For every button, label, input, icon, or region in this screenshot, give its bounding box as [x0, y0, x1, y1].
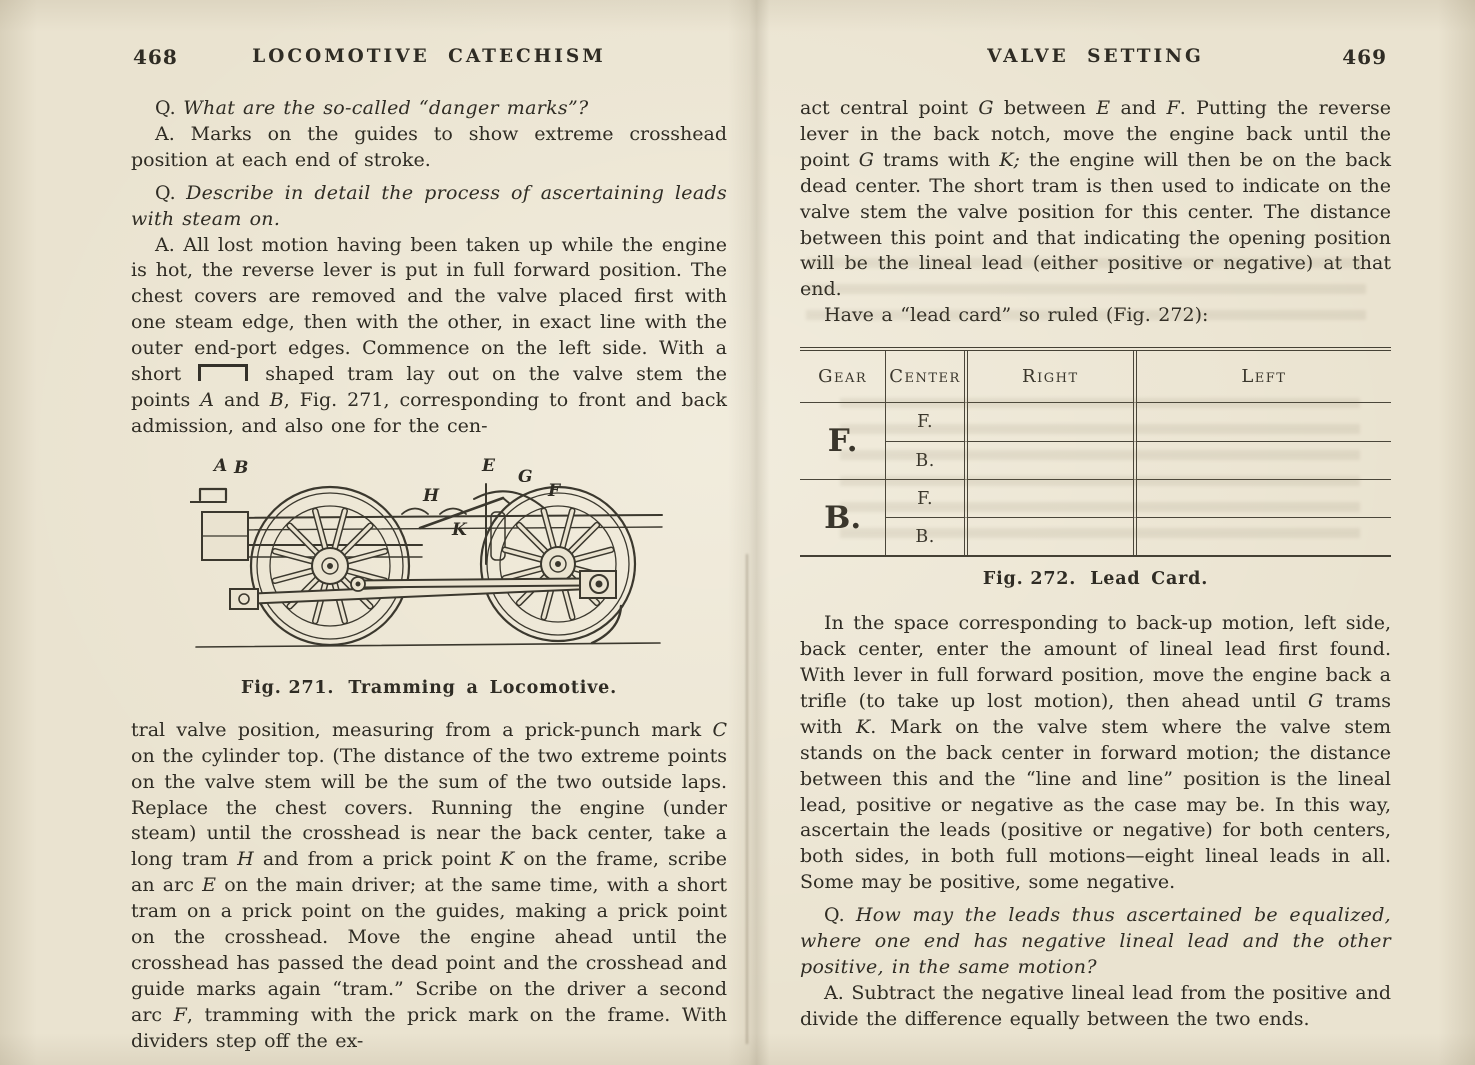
figure-271 — [190, 456, 668, 672]
text-column-upper — [800, 96, 1391, 329]
cell-right-ff — [968, 403, 1137, 441]
running-head-right — [800, 46, 1391, 72]
fig271-label-k: K — [452, 519, 467, 540]
table-header-gear: Gear — [800, 351, 886, 403]
figure-272-caption-title: Lead Card. — [1090, 569, 1209, 590]
fig271-label-e: E — [482, 455, 495, 476]
cell-left-bb — [1137, 517, 1391, 555]
subrow-b-b: B. — [886, 517, 968, 555]
cell-left-fb — [1137, 441, 1391, 479]
page-number: 469 — [1342, 45, 1387, 69]
lead-card-table — [800, 347, 1391, 557]
cell-left-ff — [1137, 403, 1391, 441]
fig271-label-a: A — [214, 455, 228, 476]
paragraph: act central point G between E and F. Putting the reverse lever in the back notch, move the engine back until the point G trams with K; the engine will then be on the back dead center. The short tram is then used to indicate on the valve stem the valve position for this center. The distance between this point and that indicating the opening position will be the lineal lead (either positive or negative) at that end. — [800, 97, 1391, 301]
page-left-468 — [131, 0, 727, 1065]
table-header-center: Center — [886, 351, 968, 403]
table-header-left: Left — [1137, 351, 1391, 403]
paragraph: A. Marks on the guides to show extreme crosshead position at each end of stroke. — [131, 122, 727, 171]
text-column-lower — [800, 611, 1391, 1033]
cell-right-bb — [968, 517, 1137, 555]
running-head-title: LOCOMOTIVE CATECHISM — [252, 46, 606, 67]
gear-label-b: B. — [800, 479, 886, 555]
fig271-label-f: F — [548, 480, 561, 501]
tram-shape-glyph — [198, 364, 248, 381]
subrow-b-f: F. — [886, 479, 968, 517]
table-header-right: Right — [968, 351, 1137, 403]
running-head-left — [131, 46, 727, 72]
figure-271-caption — [131, 678, 727, 698]
page-gutter-shadow — [728, 0, 780, 1065]
text-column-lower — [131, 718, 727, 1055]
figure-271-caption-label: Fig. 271. — [240, 677, 335, 698]
cell-left-bf — [1137, 479, 1391, 517]
page-number: 468 — [133, 45, 178, 69]
paragraph: A. Subtract the negative lineal lead from the positive and divide the difference equally between the two ends. — [800, 981, 1391, 1030]
paragraph: A. All lost motion having been taken up while the engine is hot, the reverse lever is put in full forward position. The chest covers are removed and the valve placed first with one steam edge, then with the other, in exact line with the outer end-port edges. Commence on the left side. With a short shaped tram lay out on the valve stem the points A and B, Fig. 271, corresponding to front and back admission, and also one for the cen- — [131, 233, 728, 437]
subrow-f-f: F. — [886, 403, 968, 441]
paragraph: Q. What are the so-called “danger marks”? — [155, 97, 589, 119]
figure-271-caption-title: Tramming a Locomotive. — [348, 677, 618, 698]
cell-right-fb — [968, 441, 1137, 479]
fig271-label-g: G — [518, 466, 533, 487]
subrow-f-b: B. — [886, 441, 968, 479]
paragraph: Have a “lead card” so ruled (Fig. 272): — [824, 304, 1209, 327]
text-column-upper — [131, 96, 727, 440]
figure-272-caption-label: Fig. 272. — [982, 569, 1077, 590]
fig271-label-b: B — [234, 457, 249, 478]
paragraph: Q. Describe in detail the process of ascertaining leads with steam on. — [131, 181, 727, 230]
running-head-title: VALVE SETTING — [987, 46, 1204, 67]
paragraph: Q. How may the leads thus ascertained be equalized, where one end has negative lineal lead and the other positive, in the same motion? — [800, 904, 1391, 978]
figure-272-caption — [800, 569, 1391, 589]
cell-right-bf — [968, 479, 1137, 517]
fig271-label-h: H — [423, 485, 440, 506]
gear-label-f: F. — [800, 403, 886, 479]
gutter-crease — [746, 554, 748, 1044]
paragraph: tral valve position, measuring from a prick-punch mark C on the cylinder top. (The distance of the two extreme points on the valve stem will be the sum of the two outside laps. Replace the chest covers. Running the engine (under steam) until the crosshead is near the back center, take a long tram H and from a prick point K on the frame, scribe an arc E on the main driver; at the same time, with a short tram on a prick point on the guides, making a prick point on the crosshead. Move the engine ahead until the crosshead has passed the dead point and the crosshead and guide marks again “tram.” Scribe on the driver a second arc F, tramming with the prick mark on the frame. With dividers step off the ex- — [131, 718, 728, 1052]
page-right-469 — [800, 0, 1391, 1065]
paragraph: In the space corresponding to back-up motion, left side, back center, enter the amount of lineal lead first found. With lever in full forward position, move the engine back a trifle (to take up lost motion), then ahead until G trams with K. Mark on the valve stem where the valve stem stands on the back center in forward motion; the distance between this and the “line and line” position is the lineal lead, positive or negative as the case may be. In this way, ascertain the leads (positive or negative) for both centers, both sides, in both full motions—eight lineal leads in all. Some may be positive, some negative. — [800, 612, 1391, 894]
